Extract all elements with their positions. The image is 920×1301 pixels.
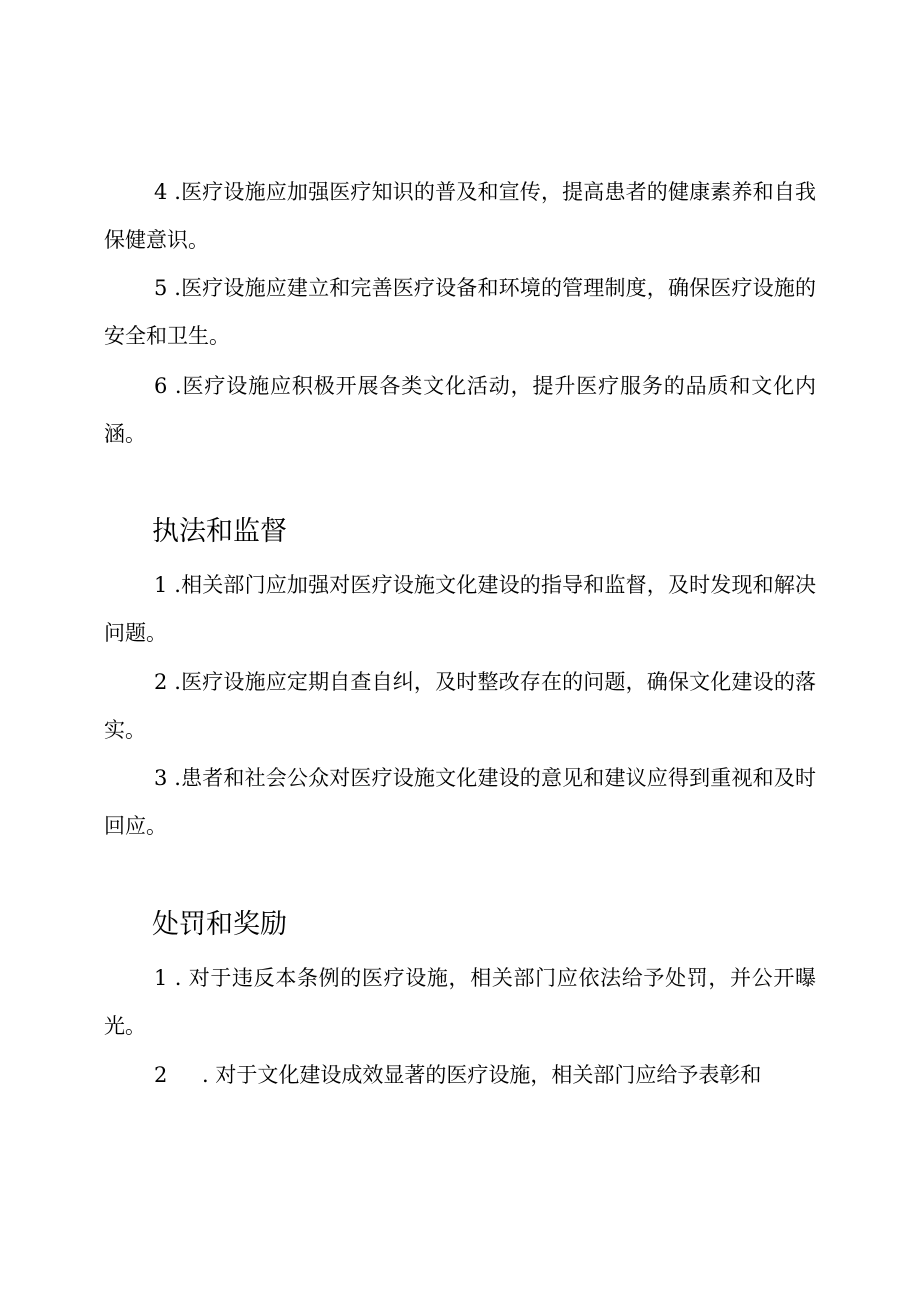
item-number: 1	[154, 573, 168, 597]
paragraph-item-6	[104, 362, 816, 458]
item-text: .医疗设施应积极开展各类文化活动，提升医疗服务的品质和文化内涵。	[104, 374, 816, 446]
item-text: .医疗设施应定期自查自纠，及时整改存在的问题，确保文化建设的落实。	[104, 670, 816, 742]
paragraph-item-4	[104, 168, 816, 264]
item-number: 6	[154, 374, 168, 398]
section-heading-enforcement: 执法和监督	[152, 516, 287, 547]
item-text: .相关部门应加强对医疗设施文化建设的指导和监督，及时发现和解决问题。	[104, 573, 816, 645]
paragraph-penalty-1	[104, 954, 816, 1050]
item-number: 2	[154, 1063, 168, 1087]
paragraph-enforcement-2	[104, 658, 816, 754]
item-number: 5	[154, 276, 168, 300]
item-text: .医疗设施应建立和完善医疗设备和环境的管理制度，确保医疗设施的安全和卫生。	[104, 276, 816, 348]
item-text: .医疗设施应加强医疗知识的普及和宣传，提高患者的健康素养和自我保健意识。	[104, 180, 816, 252]
item-number: 3	[154, 766, 168, 790]
paragraph-enforcement-3	[104, 754, 816, 850]
item-text: . 对于文化建设成效显著的医疗设施，相关部门应给予表彰和	[195, 1063, 762, 1087]
item-number: 2	[154, 670, 168, 694]
section-heading-penalty-reward: 处罚和奖励	[152, 909, 287, 940]
item-text: . 对于违反本条例的医疗设施，相关部门应依法给予处罚，并公开曝光。	[104, 966, 816, 1038]
paragraph-enforcement-1	[104, 561, 816, 657]
paragraph-item-5	[104, 264, 816, 360]
item-number: 1	[154, 966, 168, 990]
item-text: .患者和社会公众对医疗设施文化建设的意见和建议应得到重视和及时回应。	[104, 766, 816, 838]
paragraph-penalty-2	[104, 1051, 816, 1099]
item-number: 4	[154, 180, 168, 204]
